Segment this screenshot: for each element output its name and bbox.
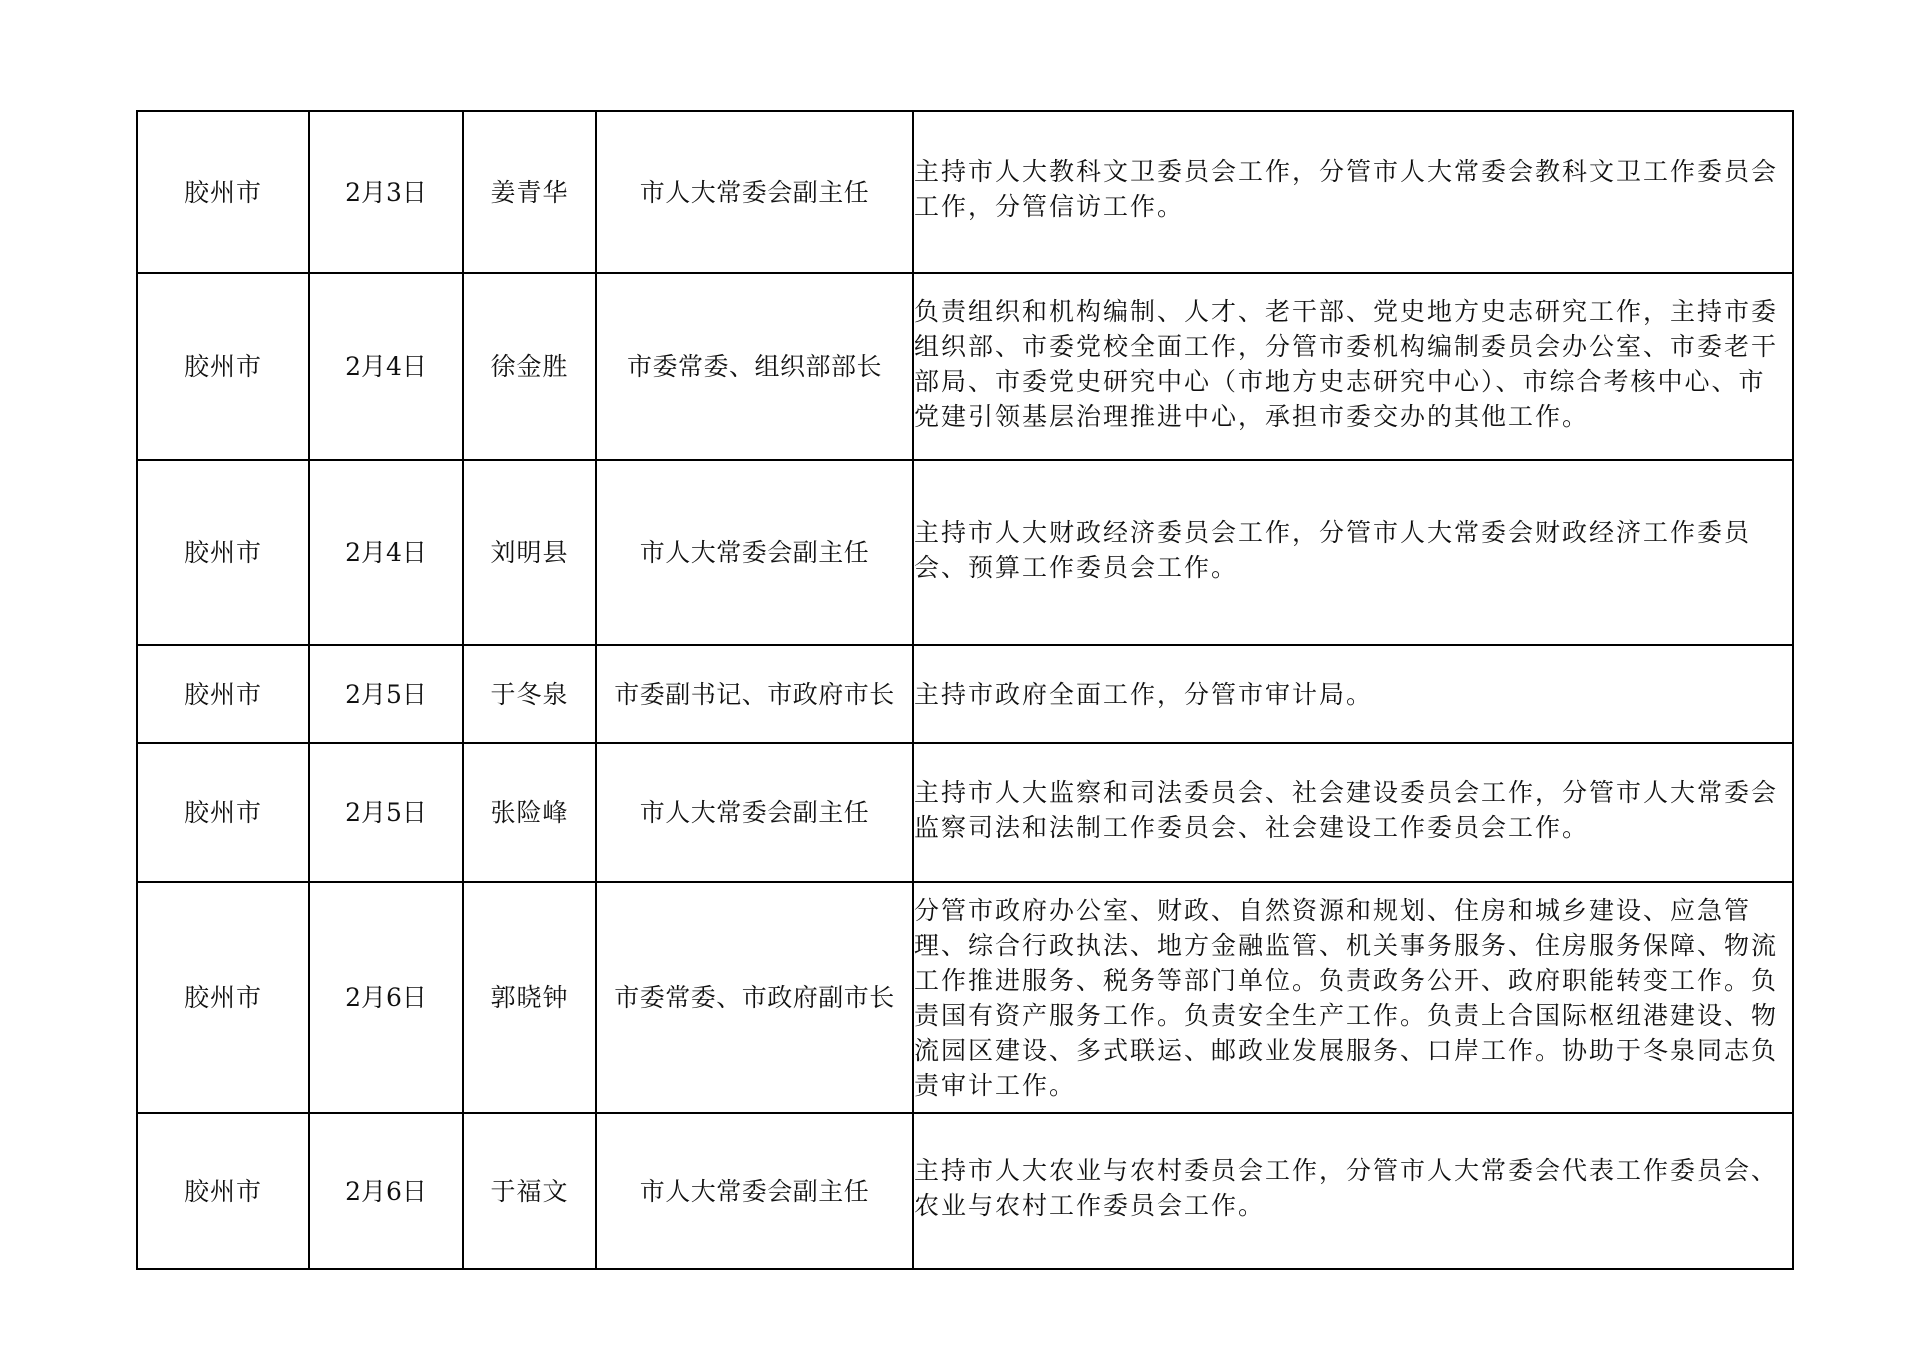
duty-text: 主持市人大农业与农村委员会工作，分管市人大常委会代表工作委员会、农业与农村工作委员会工作。 [914, 1156, 1779, 1220]
position-cell: 市人大常委会副主任 [596, 743, 913, 882]
position-cell: 市人大常委会副主任 [596, 111, 913, 273]
table-row [137, 273, 1793, 460]
schedule-table [136, 110, 1794, 1270]
duty-text: 主持市政府全面工作，分管市审计局。 [914, 679, 1374, 709]
date-cell: 2月3日 [309, 111, 463, 273]
name-cell: 徐金胜 [463, 273, 596, 460]
city-cell: 胶州市 [137, 111, 309, 273]
table-row [137, 460, 1793, 645]
position-cell: 市委副书记、市政府市长 [596, 645, 913, 743]
duty-cell [913, 645, 1793, 743]
position-cell: 市委常委、市政府副市长 [596, 882, 913, 1113]
date-cell: 2月4日 [309, 460, 463, 645]
duty-text: 主持市人大教科文卫委员会工作，分管市人大常委会教科文卫工作委员会工作，分管信访工作。 [914, 157, 1779, 221]
city-cell: 胶州市 [137, 460, 309, 645]
table-row [137, 645, 1793, 743]
table-row [137, 111, 1793, 273]
duty-text: 主持市人大财政经济委员会工作，分管市人大常委会财政经济工作委员会、预算工作委员会工作。 [914, 517, 1752, 582]
duty-cell [913, 882, 1793, 1113]
date-cell: 2月5日 [309, 645, 463, 743]
name-cell: 张险峰 [463, 743, 596, 882]
duty-cell [913, 273, 1793, 460]
duty-cell [913, 743, 1793, 882]
position-cell: 市人大常委会副主任 [596, 460, 913, 645]
duty-text: 主持市人大监察和司法委员会、社会建设委员会工作，分管市人大常委会监察司法和法制工作委员会、社会建设工作委员会工作。 [914, 777, 1779, 842]
name-cell: 郭晓钟 [463, 882, 596, 1113]
duty-cell [913, 460, 1793, 645]
date-cell: 2月5日 [309, 743, 463, 882]
date-cell: 2月6日 [309, 882, 463, 1113]
position-cell: 市人大常委会副主任 [596, 1113, 913, 1269]
city-cell: 胶州市 [137, 743, 309, 882]
date-cell: 2月6日 [309, 1113, 463, 1269]
city-cell: 胶州市 [137, 1113, 309, 1269]
name-cell: 姜青华 [463, 111, 596, 273]
city-cell: 胶州市 [137, 645, 309, 743]
name-cell: 于冬泉 [463, 645, 596, 743]
city-cell: 胶州市 [137, 273, 309, 460]
table-row [137, 743, 1793, 882]
date-cell: 2月4日 [309, 273, 463, 460]
name-cell: 刘明县 [463, 460, 596, 645]
table-row [137, 882, 1793, 1113]
city-cell: 胶州市 [137, 882, 309, 1113]
name-cell: 于福文 [463, 1113, 596, 1269]
duty-cell [913, 111, 1793, 273]
position-cell: 市委常委、组织部部长 [596, 273, 913, 460]
table-row [137, 1113, 1793, 1269]
duty-cell [913, 1113, 1793, 1269]
duty-text: 负责组织和机构编制、人才、老干部、党史地方史志研究工作，主持市委组织部、市委党校全面工作，分管市委机构编制委员会办公室、市委老干部局、市委党史研究中心（市地方史志研究中心）、市综合考核中心、市党建引领基层治理推进中心，承担市委交办的其他工作。 [914, 296, 1779, 431]
duty-text: 分管市政府办公室、财政、自然资源和规划、住房和城乡建设、应急管理、综合行政执法、地方金融监管、机关事务服务、住房服务保障、物流工作推进服务、税务等部门单位。负责政务公开、政府职能转变工作。负责国有资产服务工作。负责安全生产工作。负责上合国际枢纽港建设、物流园区建设、多式联运、邮政业发展服务、口岸工作。协助于冬泉同志负责审计工作。 [914, 895, 1779, 1100]
